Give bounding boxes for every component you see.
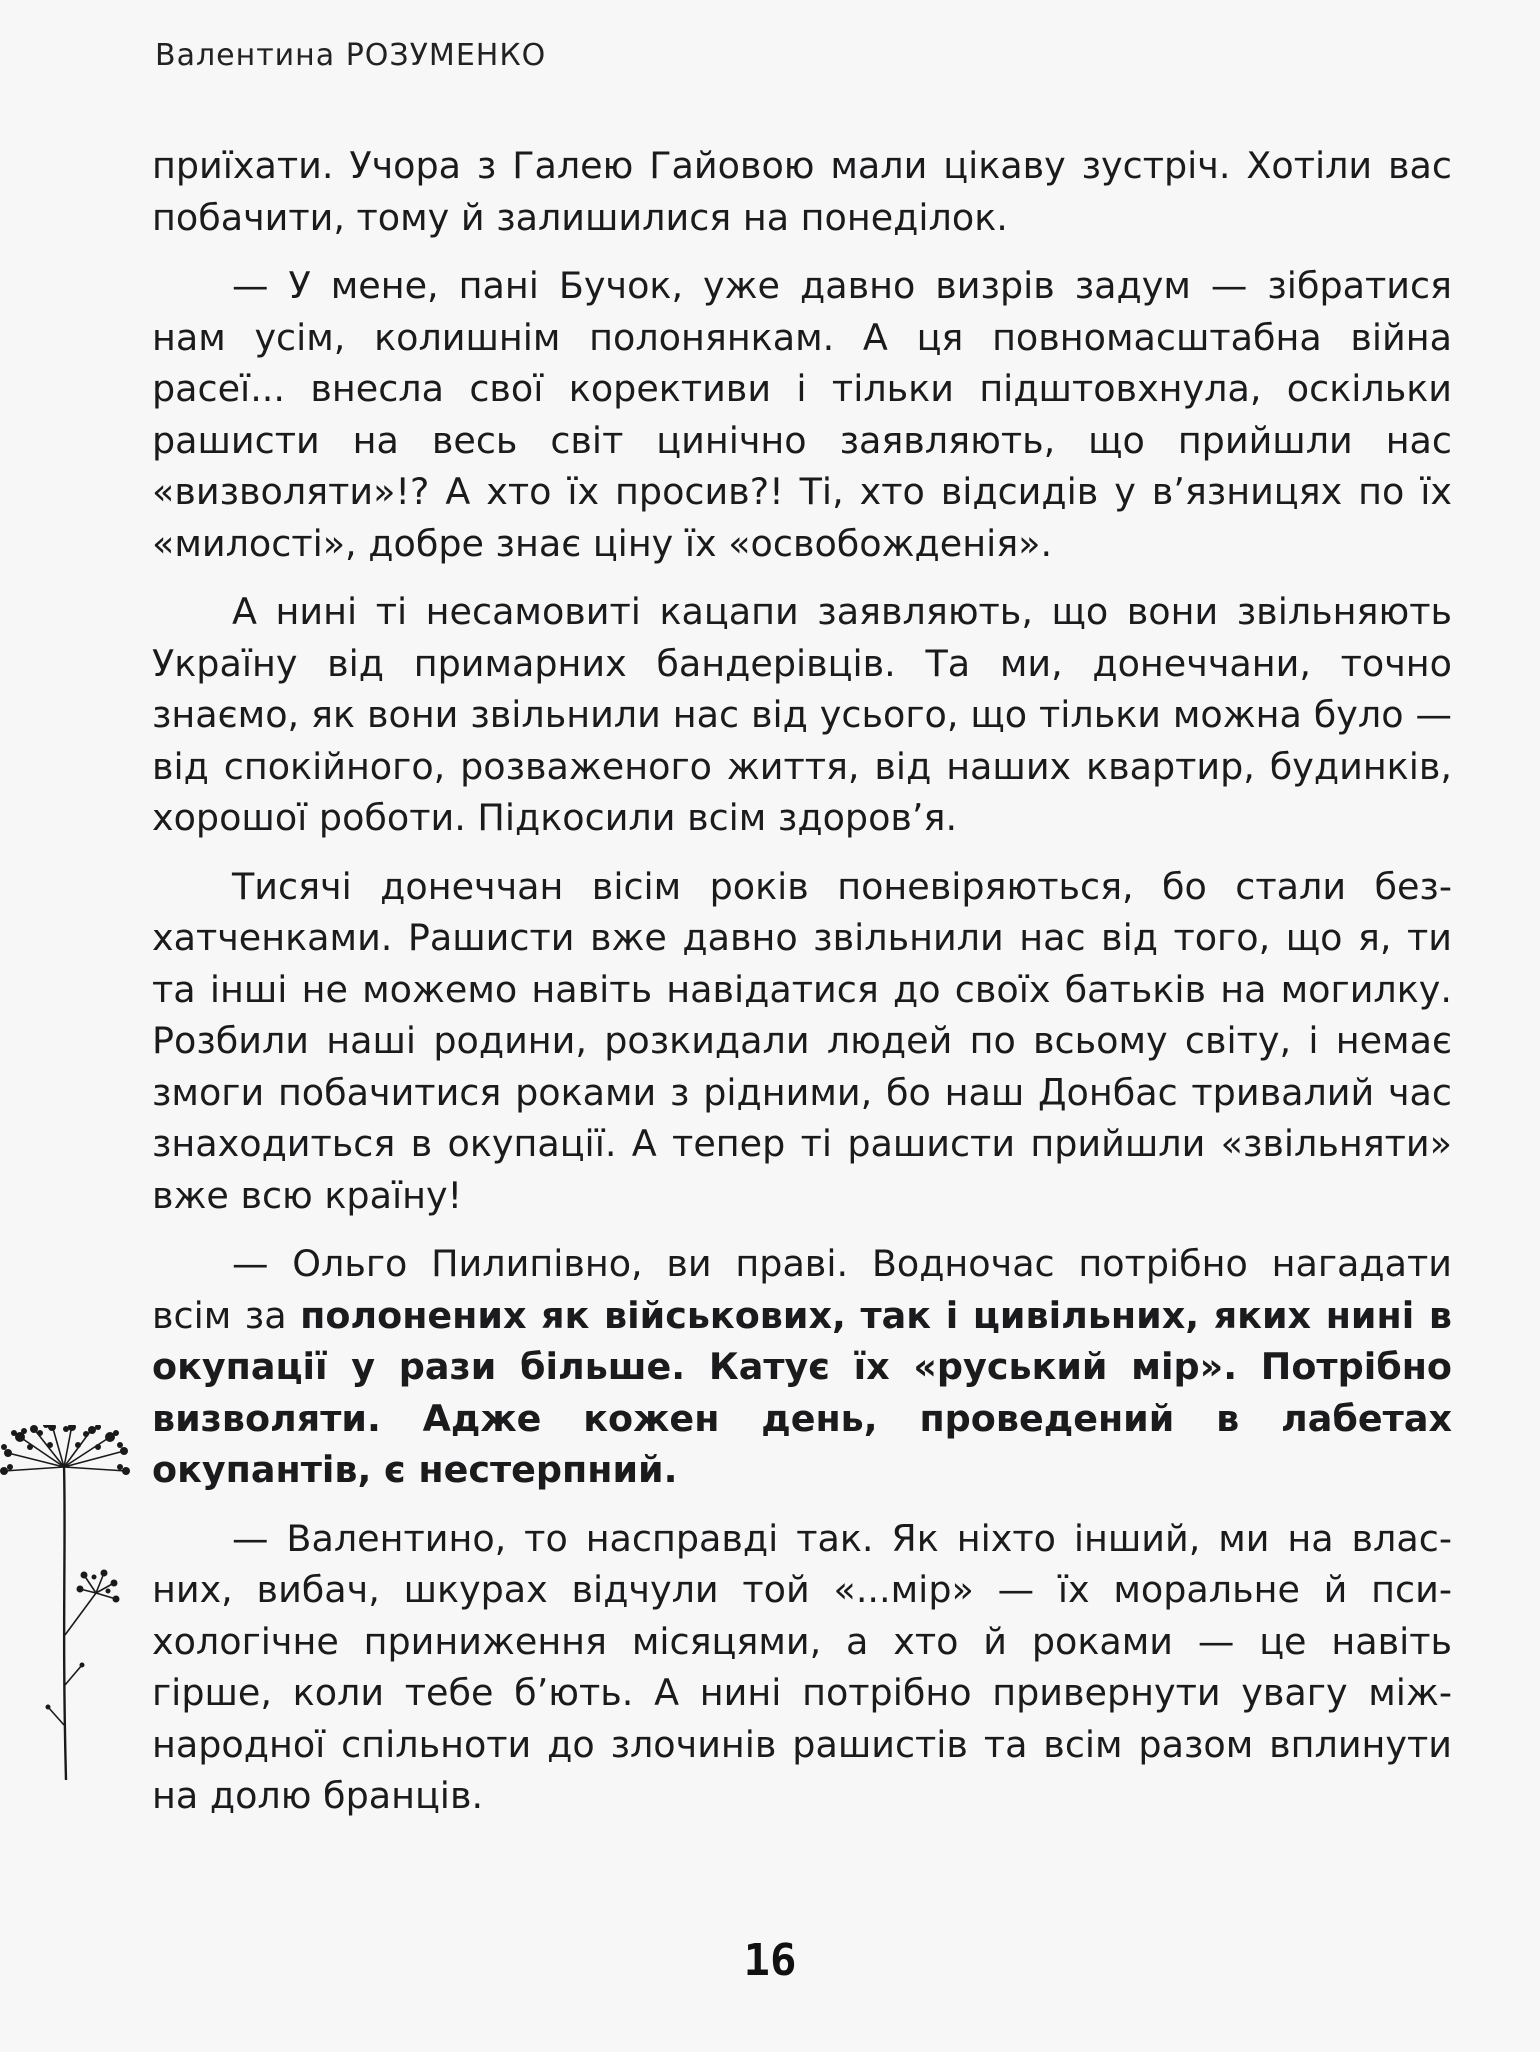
paragraph-6: — Валентино, то насправді так. Як ніхто інший, ми на власних, вибач, шкурах відчули той «...мір» — їх моральне й психологічне приниження місяцями, а хто й роками — це навіть гірше, коли тебе б’ють. А нині потрібно привернути увагу міжнародної спільноти до злочинів рашистів та всім разом вплинути на долю бранців. xyxy=(152,1516,1452,1817)
paragraph-4: Тисячі донеччан вісім років поневіряються, бо стали безхатченками. Рашисти вже давно звільнили нас від того, що я, ти та інші не можемо навіть навідатися до своїх батьків на могилку. Розбили наші родини, розкидали людей по всьому світу, і немає змоги побачитися роками з рідними, бо наш Донбас тривалий час знаходиться в окупації. А тепер ті рашисти прийшли «звільняти» вже всю країну! xyxy=(152,864,1452,1217)
paragraph-5-bold: полонених як військових, так і цивільних, яких нині в окупації у рази більше. Катує їх «руський мір». Потрібно визволяти. Адже кожен день, проведений в лабетах окупантів, є нестерпний. xyxy=(152,1293,1452,1491)
page-number: 16 xyxy=(743,1935,797,1986)
umbellifer-plant-icon xyxy=(0,1425,130,1785)
paragraph-2: — У мене, пані Бучок, уже давно визрів задум — зібратися нам усім, колишнім полонянкам. А ця повномасштабна війна расеї... внесла свої корективи і тільки підштовхнула, оскільки рашисти на весь світ цинічно заявляють, що прийшли нас «визволяти»!? А хто їх просив?! Ті, хто відсидів у в’язницях по їх «милості», добре знає ціну їх «освобожденія». xyxy=(152,264,1452,565)
paragraph-3: А нині ті несамовиті кацапи заявляють, що вони звільняють Україну від примарних бандерівців. Та ми, донеччани, точно знаємо, як вони звільнили нас від усього, що тільки можна було — від спокійного, розваженого життя, від наших квартир, будинків, хорошої роботи. Підкосили всім здоров’я. xyxy=(152,590,1452,839)
running-head-author: Валентина РОЗУМЕНКО xyxy=(155,38,547,73)
body-text xyxy=(152,140,1452,1839)
paragraph-5-plain: — Ольго Пилипівно, ви праві. Водночас потрібно нагадати всім за xyxy=(152,1242,1452,1337)
paragraph-5 xyxy=(152,1238,1452,1496)
paragraph-1: приїхати. Учора з Галею Гайовою мали цікаву зустріч. Хотіли вас побачити, тому й залишилися на понеділок. xyxy=(152,144,1452,239)
